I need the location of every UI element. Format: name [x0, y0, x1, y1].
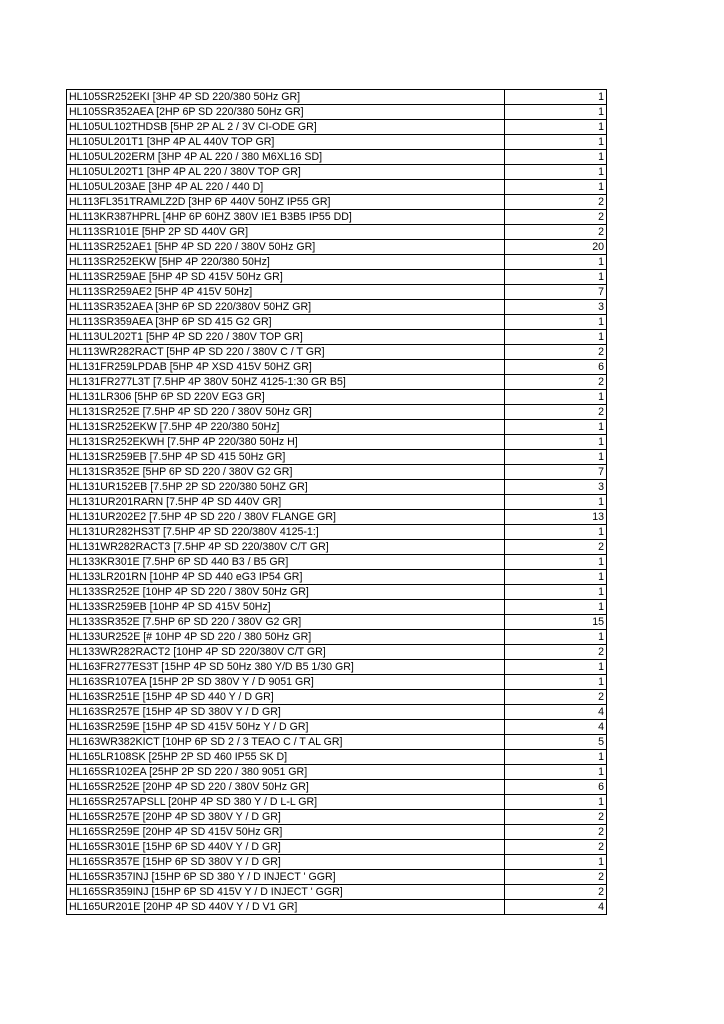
- item-description-cell: HL133SR252E [10HP 4P SD 220 / 380V 50Hz GR]: [67, 585, 505, 600]
- item-quantity-cell: 1: [505, 180, 607, 195]
- item-quantity-cell: 1: [505, 90, 607, 105]
- inventory-table: [66, 89, 607, 915]
- table-row: [67, 585, 607, 600]
- item-quantity-cell: 3: [505, 480, 607, 495]
- table-row: [67, 765, 607, 780]
- table-row: [67, 225, 607, 240]
- table-row: [67, 825, 607, 840]
- item-quantity-cell: 2: [505, 210, 607, 225]
- item-quantity-cell: 13: [505, 510, 607, 525]
- table-row: [67, 810, 607, 825]
- item-description-cell: HL133SR352E [7.5HP 6P SD 220 / 380V G2 GR]: [67, 615, 505, 630]
- item-quantity-cell: 3: [505, 300, 607, 315]
- table-row: [67, 180, 607, 195]
- item-quantity-cell: 1: [505, 330, 607, 345]
- table-row: [67, 630, 607, 645]
- item-quantity-cell: 2: [505, 375, 607, 390]
- table-row: [67, 870, 607, 885]
- table-row: [67, 105, 607, 120]
- item-description-cell: HL131FR259LPDAB [5HP 4P XSD 415V 50HZ GR]: [67, 360, 505, 375]
- table-row: [67, 615, 607, 630]
- item-description-cell: HL131WR282RACT3 [7.5HP 4P SD 220/380V C/T GR]: [67, 540, 505, 555]
- item-description-cell: HL165LR108SK [25HP 2P SD 460 IP55 SK D]: [67, 750, 505, 765]
- table-row: [67, 495, 607, 510]
- item-description-cell: HL113UL202T1 [5HP 4P SD 220 / 380V TOP GR]: [67, 330, 505, 345]
- table-row: [67, 165, 607, 180]
- item-description-cell: HL105UL202ERM [3HP 4P AL 220 / 380 M6XL16 SD]: [67, 150, 505, 165]
- item-quantity-cell: 1: [505, 150, 607, 165]
- item-quantity-cell: 4: [505, 720, 607, 735]
- item-description-cell: HL165SR301E [15HP 6P SD 440V Y / D GR]: [67, 840, 505, 855]
- item-description-cell: HL131UR202E2 [7.5HP 4P SD 220 / 380V FLANGE GR]: [67, 510, 505, 525]
- table-row: [67, 720, 607, 735]
- table-row: [67, 195, 607, 210]
- item-quantity-cell: 2: [505, 540, 607, 555]
- item-quantity-cell: 2: [505, 225, 607, 240]
- table-row: [67, 435, 607, 450]
- item-description-cell: HL165SR257E [20HP 4P SD 380V Y / D GR]: [67, 810, 505, 825]
- item-quantity-cell: 1: [505, 750, 607, 765]
- item-quantity-cell: 5: [505, 735, 607, 750]
- item-description-cell: HL105SR252EKI [3HP 4P SD 220/380 50Hz GR]: [67, 90, 505, 105]
- table-row: [67, 150, 607, 165]
- item-description-cell: HL105UL102THDSB [5HP 2P AL 2 / 3V CI-ODE GR]: [67, 120, 505, 135]
- item-description-cell: HL163WR382KICT [10HP 6P SD 2 / 3 TEAO C / T AL GR]: [67, 735, 505, 750]
- table-row: [67, 645, 607, 660]
- table-row: [67, 570, 607, 585]
- item-quantity-cell: 1: [505, 555, 607, 570]
- item-description-cell: HL133LR201RN [10HP 4P SD 440 eG3 IP54 GR]: [67, 570, 505, 585]
- table-row: [67, 330, 607, 345]
- item-quantity-cell: 4: [505, 705, 607, 720]
- item-quantity-cell: 6: [505, 780, 607, 795]
- inventory-table-body: [67, 90, 607, 915]
- item-description-cell: HL105UL201T1 [3HP 4P AL 440V TOP GR]: [67, 135, 505, 150]
- item-quantity-cell: 1: [505, 525, 607, 540]
- table-row: [67, 210, 607, 225]
- item-description-cell: HL163SR107EA [15HP 2P SD 380V Y / D 9051 GR]: [67, 675, 505, 690]
- table-row: [67, 405, 607, 420]
- table-row: [67, 525, 607, 540]
- table-row: [67, 450, 607, 465]
- table-row: [67, 510, 607, 525]
- table-row: [67, 390, 607, 405]
- table-row: [67, 315, 607, 330]
- table-row: [67, 600, 607, 615]
- item-description-cell: HL163SR251E [15HP 4P SD 440 Y / D GR]: [67, 690, 505, 705]
- item-quantity-cell: 1: [505, 315, 607, 330]
- table-row: [67, 360, 607, 375]
- table-row: [67, 690, 607, 705]
- table-row: [67, 300, 607, 315]
- item-quantity-cell: 1: [505, 795, 607, 810]
- item-quantity-cell: 2: [505, 870, 607, 885]
- item-description-cell: HL165SR259E [20HP 4P SD 415V 50Hz GR]: [67, 825, 505, 840]
- item-description-cell: HL165UR201E [20HP 4P SD 440V Y / D V1 GR]: [67, 900, 505, 915]
- item-quantity-cell: 7: [505, 285, 607, 300]
- table-row: [67, 660, 607, 675]
- item-description-cell: HL131SR252EKW [7.5HP 4P 220/380 50Hz]: [67, 420, 505, 435]
- table-row: [67, 795, 607, 810]
- item-description-cell: HL133SR259EB [10HP 4P SD 415V 50Hz]: [67, 600, 505, 615]
- item-quantity-cell: 1: [505, 495, 607, 510]
- item-quantity-cell: 1: [505, 675, 607, 690]
- table-row: [67, 855, 607, 870]
- item-description-cell: HL131SR252E [7.5HP 4P SD 220 / 380V 50Hz GR]: [67, 405, 505, 420]
- item-quantity-cell: 1: [505, 585, 607, 600]
- item-quantity-cell: 2: [505, 690, 607, 705]
- item-description-cell: HL131LR306 [5HP 6P SD 220V EG3 GR]: [67, 390, 505, 405]
- table-row: [67, 555, 607, 570]
- table-row: [67, 255, 607, 270]
- table-row: [67, 345, 607, 360]
- table-row: [67, 135, 607, 150]
- table-row: [67, 750, 607, 765]
- item-description-cell: HL165SR357E [15HP 6P SD 380V Y / D GR]: [67, 855, 505, 870]
- table-row: [67, 420, 607, 435]
- table-row: [67, 270, 607, 285]
- item-quantity-cell: 1: [505, 120, 607, 135]
- item-quantity-cell: 1: [505, 135, 607, 150]
- item-description-cell: HL163FR277ES3T [15HP 4P SD 50Hz 380 Y/D B5 1/30 GR]: [67, 660, 505, 675]
- item-description-cell: HL163SR257E [15HP 4P SD 380V Y / D GR]: [67, 705, 505, 720]
- item-description-cell: HL105UL203AE [3HP 4P AL 220 / 440 D]: [67, 180, 505, 195]
- item-quantity-cell: 7: [505, 465, 607, 480]
- item-quantity-cell: 2: [505, 345, 607, 360]
- item-quantity-cell: 1: [505, 765, 607, 780]
- item-quantity-cell: 1: [505, 630, 607, 645]
- item-quantity-cell: 1: [505, 435, 607, 450]
- item-quantity-cell: 1: [505, 420, 607, 435]
- table-row: [67, 735, 607, 750]
- table-row: [67, 540, 607, 555]
- item-description-cell: HL113SR259AE [5HP 4P SD 415V 50Hz GR]: [67, 270, 505, 285]
- item-description-cell: HL131UR152EB [7.5HP 2P SD 220/380 50HZ GR]: [67, 480, 505, 495]
- table-row: [67, 675, 607, 690]
- item-quantity-cell: 4: [505, 900, 607, 915]
- item-quantity-cell: 2: [505, 885, 607, 900]
- table-row: [67, 840, 607, 855]
- item-description-cell: HL131SR252EKWH [7.5HP 4P 220/380 50Hz H]: [67, 435, 505, 450]
- item-quantity-cell: 6: [505, 360, 607, 375]
- item-description-cell: HL113KR387HPRL [4HP 6P 60HZ 380V IE1 B3B5 IP55 DD]: [67, 210, 505, 225]
- item-description-cell: HL113SR252AE1 [5HP 4P SD 220 / 380V 50Hz GR]: [67, 240, 505, 255]
- item-quantity-cell: 20: [505, 240, 607, 255]
- item-description-cell: HL131UR201RARN [7.5HP 4P SD 440V GR]: [67, 495, 505, 510]
- table-row: [67, 465, 607, 480]
- item-description-cell: HL105SR352AEA [2HP 6P SD 220/380 50Hz GR]: [67, 105, 505, 120]
- table-row: [67, 885, 607, 900]
- table-row: [67, 375, 607, 390]
- table-row: [67, 480, 607, 495]
- item-description-cell: HL131SR352E [5HP 6P SD 220 / 380V G2 GR]: [67, 465, 505, 480]
- item-quantity-cell: 1: [505, 855, 607, 870]
- item-quantity-cell: 2: [505, 405, 607, 420]
- item-quantity-cell: 1: [505, 450, 607, 465]
- item-quantity-cell: 1: [505, 255, 607, 270]
- table-row: [67, 285, 607, 300]
- item-quantity-cell: 1: [505, 570, 607, 585]
- item-description-cell: HL113SR101E [5HP 2P SD 440V GR]: [67, 225, 505, 240]
- item-description-cell: HL131FR277L3T [7.5HP 4P 380V 50HZ 4125-1:30 GR B5]: [67, 375, 505, 390]
- item-quantity-cell: 1: [505, 270, 607, 285]
- item-description-cell: HL131UR282HS3T [7.5HP 4P SD 220/380V 4125-1:]: [67, 525, 505, 540]
- item-quantity-cell: 1: [505, 600, 607, 615]
- item-description-cell: HL163SR259E [15HP 4P SD 415V 50Hz Y / D GR]: [67, 720, 505, 735]
- item-description-cell: HL113SR352AEA [3HP 6P SD 220/380V 50HZ GR]: [67, 300, 505, 315]
- item-description-cell: HL165SR252E [20HP 4P SD 220 / 380V 50Hz GR]: [67, 780, 505, 795]
- item-description-cell: HL113FL351TRAMLZ2D [3HP 6P 440V 50HZ IP55 GR]: [67, 195, 505, 210]
- item-description-cell: HL133UR252E [# 10HP 4P SD 220 / 380 50Hz GR]: [67, 630, 505, 645]
- item-description-cell: HL113SR252EKW [5HP 4P 220/380 50Hz]: [67, 255, 505, 270]
- table-row: [67, 90, 607, 105]
- item-quantity-cell: 2: [505, 810, 607, 825]
- table-row: [67, 120, 607, 135]
- item-quantity-cell: 1: [505, 660, 607, 675]
- item-quantity-cell: 2: [505, 825, 607, 840]
- item-description-cell: HL113SR259AE2 [5HP 4P 415V 50Hz]: [67, 285, 505, 300]
- table-row: [67, 780, 607, 795]
- item-quantity-cell: 15: [505, 615, 607, 630]
- item-quantity-cell: 2: [505, 840, 607, 855]
- item-description-cell: HL165SR257APSLL [20HP 4P SD 380 Y / D L-L GR]: [67, 795, 505, 810]
- item-description-cell: HL113WR282RACT [5HP 4P SD 220 / 380V C / T GR]: [67, 345, 505, 360]
- item-quantity-cell: 1: [505, 165, 607, 180]
- table-row: [67, 705, 607, 720]
- item-description-cell: HL105UL202T1 [3HP 4P AL 220 / 380V TOP GR]: [67, 165, 505, 180]
- item-description-cell: HL165SR357INJ [15HP 6P SD 380 Y / D INJECT ' GGR]: [67, 870, 505, 885]
- table-row: [67, 240, 607, 255]
- item-quantity-cell: 2: [505, 645, 607, 660]
- item-description-cell: HL131SR259EB [7.5HP 4P SD 415 50Hz GR]: [67, 450, 505, 465]
- item-description-cell: HL113SR359AEA [3HP 6P SD 415 G2 GR]: [67, 315, 505, 330]
- item-quantity-cell: 2: [505, 195, 607, 210]
- item-description-cell: HL165SR359INJ [15HP 6P SD 415V Y / D INJECT ' GGR]: [67, 885, 505, 900]
- item-quantity-cell: 1: [505, 105, 607, 120]
- item-description-cell: HL165SR102EA [25HP 2P SD 220 / 380 9051 GR]: [67, 765, 505, 780]
- item-description-cell: HL133KR301E [7.5HP 6P SD 440 B3 / B5 GR]: [67, 555, 505, 570]
- item-description-cell: HL133WR282RACT2 [10HP 4P SD 220/380V C/T GR]: [67, 645, 505, 660]
- item-quantity-cell: 1: [505, 390, 607, 405]
- table-row: [67, 900, 607, 915]
